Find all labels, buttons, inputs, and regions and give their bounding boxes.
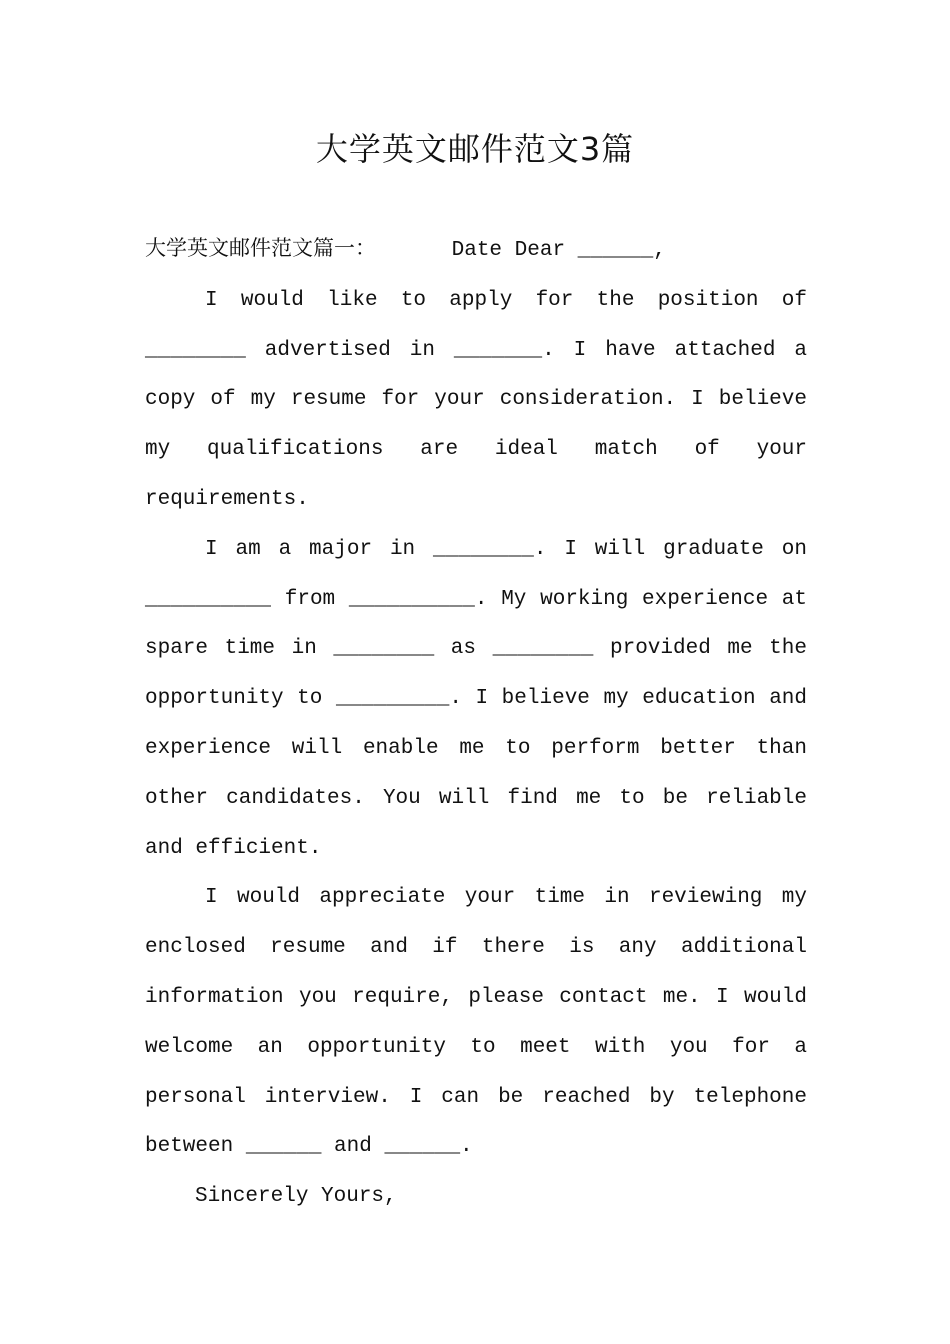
letter-opening-line — [145, 224, 807, 276]
paragraph-request-interview: I would appreciate your time in reviewing my enclosed resume and if there is any additional information you require, please contact me. I would welcome an opportunity to meet with you for a personal interview. I can be reached by telephone between ______ and ______. — [145, 886, 807, 1159]
salutation: Date Dear ______, — [451, 239, 666, 262]
closing-line: Sincerely Yours, — [195, 1185, 397, 1209]
paragraph-background: I am a major in ________. I will graduate on __________ from __________. My working experience at spare time in ________ as ________ provided me the opportunity to _________. I believe my education and experience will enable me to perform better than other candidates. You will find me to be reliable and efficient. — [145, 537, 807, 860]
letter-body — [145, 224, 807, 1222]
page-title: 大学英文邮件范文3篇 — [315, 130, 635, 168]
paragraph-application: I would like to apply for the position of ________ advertised in _______. I have attached a copy of my resume for your consideration. I believe my qualifications are ideal match of your requirements. — [145, 288, 807, 511]
intro-heading: 大学英文邮件范文篇一： — [145, 236, 376, 260]
